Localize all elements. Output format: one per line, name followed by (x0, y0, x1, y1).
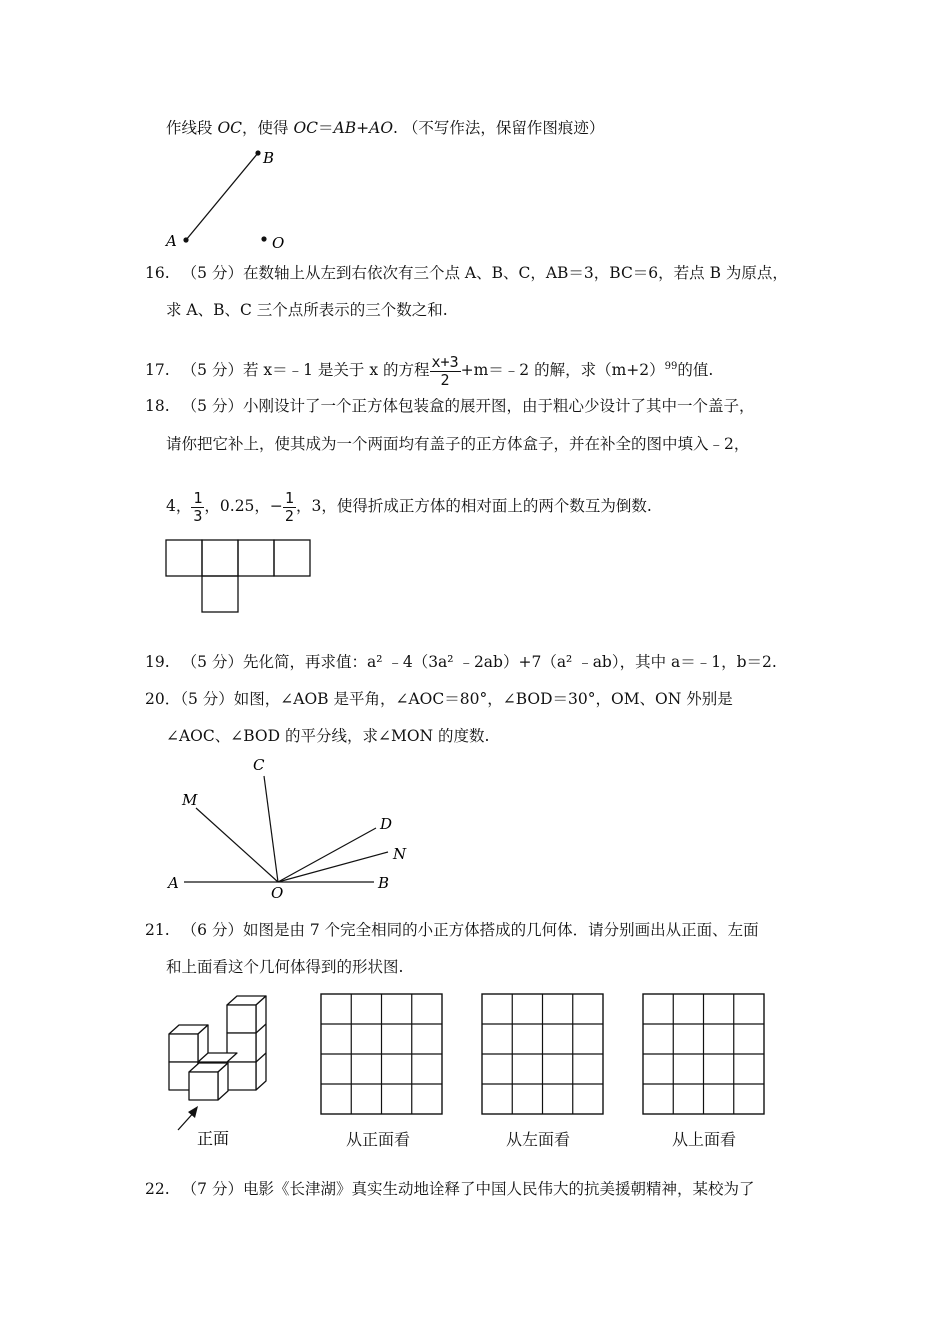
q16-line2: 求 A、B、C 三个点所表示的三个数之和. (166, 301, 448, 319)
front-label: 正面 (197, 1129, 230, 1148)
point-o (261, 236, 266, 241)
q16-number: 16. (145, 264, 170, 282)
q20-line2: ∠AOC、∠BOD 的平分线，求∠MON 的度数. (166, 727, 490, 745)
q22-line1: 22. （7 分）电影《长津湖》真实生动地诠释了中国人民伟大的抗美援朝精神，某校为了 (145, 1180, 755, 1198)
q21-cube-figure (160, 990, 280, 1160)
net-square-3 (238, 540, 274, 576)
q16-line1: 16. （5 分）在数轴上从左到右依次有三个点 A、B、C，AB＝3，BC＝6，若点 B 为原点， (145, 264, 788, 282)
caption-top-view: 从上面看 (672, 1130, 737, 1149)
q21-line2: 和上面看这个几何体得到的形状图. (166, 958, 404, 976)
segment-ab (186, 153, 258, 240)
label-o: O (271, 884, 284, 902)
label-b: B (263, 149, 275, 167)
point-b (255, 150, 260, 155)
label-m: M (182, 791, 198, 809)
label-b: B (378, 874, 390, 892)
q16-score: （5 分） (181, 264, 243, 282)
ray-on (278, 852, 388, 882)
q17-line: 17. （5 分）若 x＝﹣1 是关于 x 的方程 $\frac{x+3}{2}$ +m＝﹣2 的解，求$(m+2)^{99}$的值. (145, 352, 714, 389)
q21-line1: 21. （6 分）如图是由 7 个完全相同的小正方体搭成的几何体．请分别画出从正面、左面 (145, 921, 759, 939)
net-square-4 (274, 540, 310, 576)
arrow-head (188, 1106, 198, 1118)
net-square-2 (202, 540, 238, 576)
q20-angle-figure (160, 752, 410, 902)
q18-line2: 请你把它补上，使其成为一个两面均有盖子的正方体盒子，并在补全的图中填入﹣2， (166, 435, 750, 453)
label-d: D (380, 815, 393, 833)
grid-front-view[interactable] (318, 992, 448, 1116)
label-c: C (253, 756, 265, 774)
point-a (183, 237, 188, 242)
net-square-5 (202, 576, 238, 612)
q18-fraction-2: $\frac{1}{2}$ (284, 488, 294, 525)
q20-line1: 20．（5 分）如图，∠AOB 是平角，∠AOC＝80°，∠BOD＝30°，OM、ON 外别是 (145, 690, 733, 708)
q19-line: 19. （5 分）先化简，再求值：a² ﹣4（3a² ﹣2ab）+7（a² ﹣ab），其中 a＝﹣1，b＝2. (145, 653, 777, 671)
q15-segment-figure (160, 145, 300, 253)
net-square-1 (166, 540, 202, 576)
ray-om (196, 808, 278, 882)
label-o: O (272, 234, 285, 252)
label-a: A (168, 874, 179, 892)
grid-top-view[interactable] (640, 992, 770, 1116)
ray-od (278, 828, 376, 882)
caption-left-view: 从左面看 (506, 1130, 571, 1149)
q18-cube-net (165, 539, 315, 615)
q18-fraction-1: $\frac{1}{3}$ (193, 488, 203, 525)
q17-fraction: $\frac{x+3}{2}$ (431, 352, 459, 389)
q18-line1: 18. （5 分）小刚设计了一个正方体包装盒的展开图，由于粗心少设计了其中一个盖子， (145, 397, 755, 415)
label-a: A (166, 232, 177, 250)
q15-text: 作线段 OC，使得 OC＝AB+AO. （不写作法，保留作图痕迹） (166, 119, 605, 137)
label-n: N (393, 845, 407, 863)
q18-line3: 4， $\frac{1}{3}$ ，0.25，− $\frac{1}{2}$ ，3，使得折成正方体的相对面上的两个数互为倒数. (166, 488, 652, 525)
ray-oc (264, 776, 278, 882)
grid-left-view[interactable] (479, 992, 609, 1116)
caption-front-view: 从正面看 (346, 1130, 411, 1149)
